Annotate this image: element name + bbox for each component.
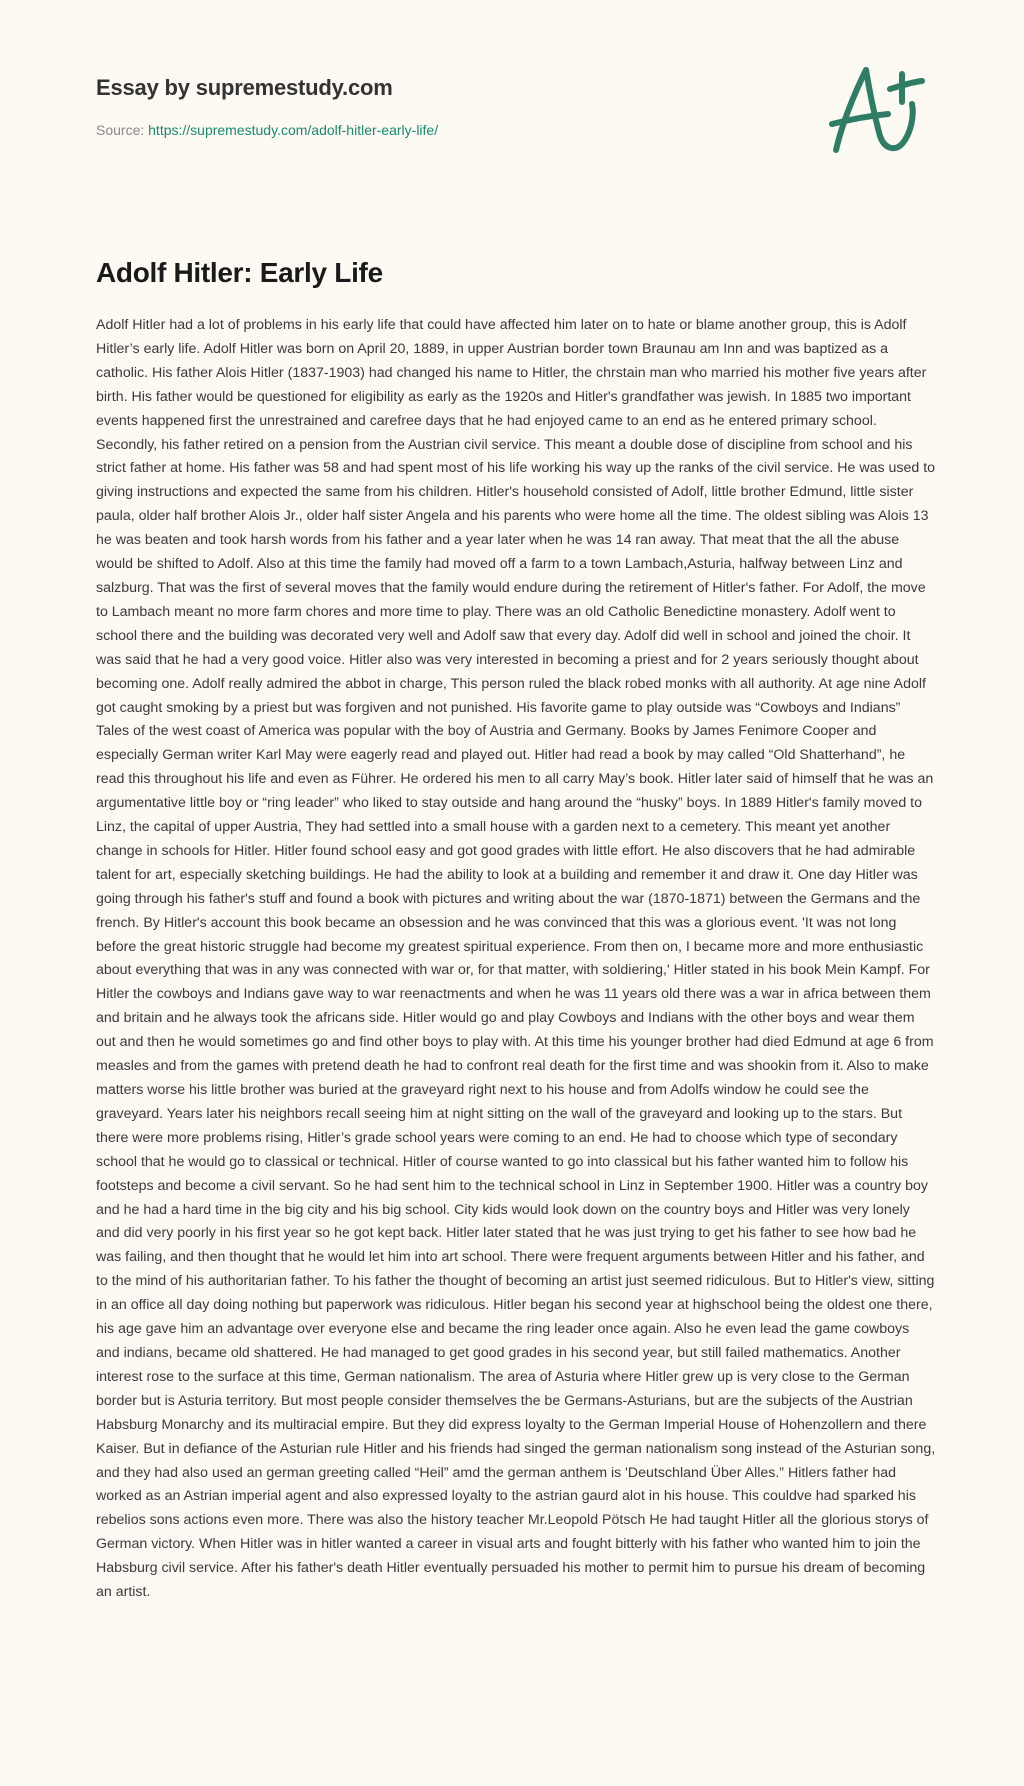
a-plus-grade-icon	[820, 44, 938, 164]
site-title: Essay by supremestudy.com	[96, 75, 393, 100]
page-header	[96, 72, 816, 139]
essay-body: Adolf Hitler had a lot of problems in his early life that could have affected him later on to hate or blame another group, this is Adolf Hitler’s early life. Adolf Hitler was born on April 20, 1889, in upper Austrian border town Braunau am Inn and was baptized as a catholic. His father Alois Hitler (1837-1903) had changed his name to Hitler, the chrstain man who married his mother five years after birth. His father would be questioned for eligibility as early as the 1920s and Hitler's grandfather was jewish. In 1885 two important events happened first the unrestrained and carefree days that he had enjoyed came to an end as he entered primary school. Secondly, his father retired on a pension from the Austrian civil service. This meant a double dose of discipline from school and his strict father at home. His father was 58 and had spent most of his life working his way up the ranks of the civil service. He was used to giving instructions and expected the same from his children. Hitler's household consisted of Adolf, little brother Edmund, little sister paula, older half brother Alois Jr., older half sister Angela and his parents who were home all the time. The oldest sibling was Alois 13 he was beaten and took harsh words from his father and a year later when he was 14 ran away. That meat that the all the abuse would be shifted to Adolf. Also at this time the family had moved off a farm to a town Lambach,Asturia, halfway between Linz and salzburg. That was the first of several moves that the family would endure during the retirement of Hitler's father. For Adolf, the move to Lambach meant no more farm chores and more time to play. There was an old Catholic Benedictine monastery. Adolf went to school there and the building was decorated very well and Adolf saw that every day. Adolf did well in school and joined the choir. It was said that he had a very good voice. Hitler also was very interested in becoming a priest and for 2 years seriously thought about becoming one. Adolf really admired the abbot in charge, This person ruled the black robed monks with all authority. At age nine Adolf got caught smoking by a priest but was forgiven and not punished. His favorite game to play outside was “Cowboys and Indians” Tales of the west coast of America was popular with the boy of Austria and Germany. Books by James Fenimore Cooper and especially German writer Karl May were eagerly read and played out. Hitler had read a book by may called “Old Shatterhand”, he read this throughout his life and even as Führer. He ordered his men to all carry May’s book. Hitler later said of himself that he was an argumentative little boy or “ring leader” who liked to stay outside and hang around the “husky” boys. In 1889 Hitler's family moved to Linz, the capital of upper Austria, They had settled into a small house with a garden next to a cemetery. This meant yet another change in schools for Hitler. Hitler found school easy and got good grades with little effort. He also discovers that he had admirable talent for art, especially sketching buildings. He had the ability to look at a building and remember it and draw it. One day Hitler was going through his father's stuff and found a book with pictures and writing about the war (1870-1871) between the Germans and the french. By Hitler's account this book became an obsession and he was convinced that this was a glorious event. 'It was not long before the great historic struggle had become my greatest spiritual experience. From then on, I became more and more enthusiastic about everything that was in any was connected with war or, for that matter, with soldiering,' Hitler stated in his book Mein Kampf. For Hitler the cowboys and Indians gave way to war reenactments and when he was 11 years old there was a war in africa between them and britain and he always took the africans side. Hitler would go and play Cowboys and Indians with the other boys and wear them out and then he would sometimes go and find other boys to play with. At this time his younger brother had died Edmund at age 6 from measles and from the games with pretend death he had to confront real death for the first time and was shookin from it. Also to make matters worse his little brother was buried at the graveyard right next to his house and from Adolfs window he could see the graveyard. Years later his neighbors recall seeing him at night sitting on the wall of the graveyard and looking up to the stars. But there were more problems rising, Hitler’s grade school years were coming to an end. He had to choose which type of secondary school that he would go to classical or technical. Hitler of course wanted to go into classical but his father wanted him to follow his footsteps and become a civil servant. So he had sent him to the technical school in Linz in September 1900. Hitler was a country boy and he had a hard time in the big city and his big school. City kids would look down on the country boys and Hitler was very lonely and did very poorly in his first year so he got kept back. Hitler later stated that he was just trying to get his father to see how bad he was failing, and then thought that he would let him into art school. There were frequent arguments between Hitler and his father, and to the mind of his authoritarian father. To his father the thought of becoming an artist just seemed ridiculous. But to Hitler's view, sitting in an office all day doing nothing but paperwork was ridiculous. Hitler began his second year at highschool being the oldest one there, his age gave him an advantage over everyone else and became the ring leader once again. Also he even lead the game cowboys and indians, became old shattered. He had managed to get good grades in his second year, but still failed mathematics. Another interest rose to the surface at this time, German nationalism. The area of Asturia where Hitler grew up is very close to the German border but is Asturia territory. But most people consider themselves the be Germans-Asturians, but are the subjects of the Austrian Habsburg Monarchy and its multiracial empire. But they did express loyalty to the German Imperial House of Hohenzollern and there Kaiser. But in defiance of the Asturian rule Hitler and his friends had singed the german nationalism song instead of the Asturian song, and they had also used an german greeting called “Heil” amd the german anthem is 'Deutschland Über Alles.” Hitlers father had worked as an Astrian imperial agent and also expressed loyalty to the astrian gaurd alot in his house. This couldve had sparked his rebelios sons actions even more. There was also the history teacher Mr.Leopold Pötsch He had taught Hitler all the glorious storys of German victory. When Hitler was in hitler wanted a career in visual arts and fought bitterly with his father who wanted him to join the Habsburg civil service. After his father's death Hitler eventually persuaded his mother to permit him to pursue his dream of becoming an artist.	[96, 317, 936, 1601]
source-line	[96, 121, 816, 139]
source-label: Source:	[96, 122, 149, 138]
essay-title: Adolf Hitler: Early Life	[96, 257, 383, 288]
source-link[interactable]: https://supremestudy.com/adolf-hitler-early-life/	[148, 122, 439, 138]
